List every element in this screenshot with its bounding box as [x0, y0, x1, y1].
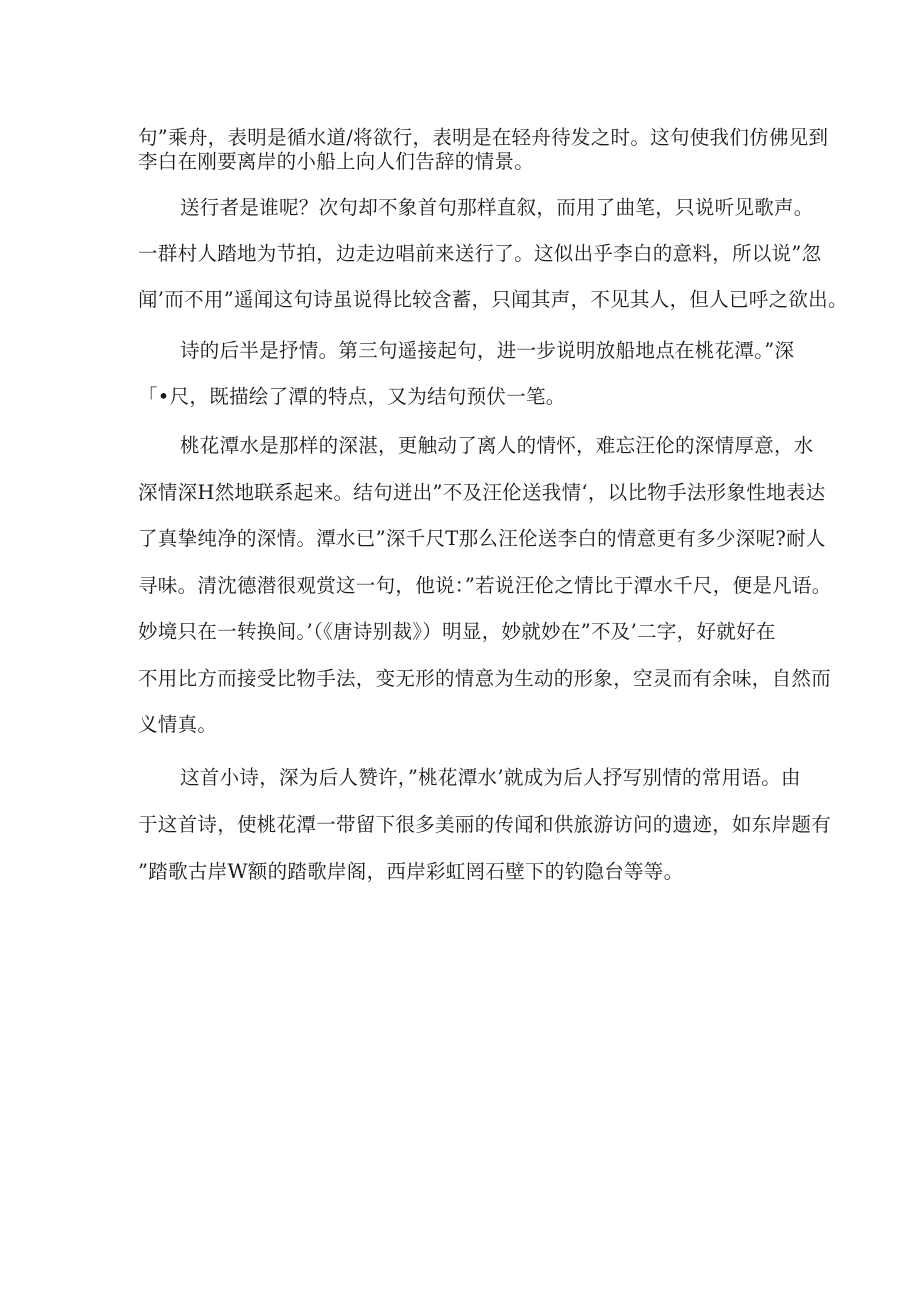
paragraph-5-line-2: 于这首诗，使桃花潭一带留下很多美丽的传闻和供旅游访问的遗迹，如东岸题有: [138, 813, 832, 836]
text-line-1: 句”乘舟，表明是循水道/将欲行，表明是在轻舟待发之时。这句使我们仿佛见到: [138, 126, 829, 149]
paragraph-4-line-6: 不用比方而接受比物手法，变无形的情意为生动的形象，空灵而有余味，自然而: [138, 667, 832, 690]
paragraph-3-line-1: 诗的后半是抒情。第三句遥接起句，进一步说明放船地点在桃花潭。”深: [180, 339, 795, 362]
paragraph-4-line-3: 了真挚纯净的深情。潭水已”深千尺T那么汪伦送李白的情意更有多少深呢?耐人: [138, 527, 826, 550]
paragraph-4-line-5: 妙境只在一转换间。’（《唐诗别裁》）明显，妙就妙在”不及’二字，好就好在: [138, 620, 776, 643]
paragraph-4-line-1: 桃花潭水是那样的深湛，更触动了离人的情怀，难忘汪伦的深情厚意，水: [180, 434, 814, 457]
text-line-2: 李白在刚要离岸的小船上向人们告辞的情景。: [138, 150, 535, 173]
paragraph-4-line-2: 深情深H然地联系起来。结句迸出”不及汪伦送我情‘，以比物手法形象性地表达: [138, 481, 826, 504]
paragraph-5-line-1: 这首小诗，深为后人赞许，”桃花潭水’就成为后人抒写别情的常用语。由: [180, 766, 801, 789]
paragraph-3-line-2: 「•尺，既描绘了潭的特点，又为结句预伏一笔。: [138, 385, 566, 408]
paragraph-5-line-3: ”踏歌古岸W额的踏歌岸阁，西岸彩虹罔石壁下的钓隐台等等。: [138, 860, 684, 883]
paragraph-2-line-1: 送行者是谁呢？次句却不象首句那样直叙，而用了曲笔，只说听见歌声。: [180, 196, 814, 219]
paragraph-2-line-2: 一群村人踏地为节拍，边走边唱前来送行了。这似出乎李白的意料，所以说”忽: [138, 242, 822, 265]
paragraph-4-line-4: 寻味。清沈德潜很观赏这一句，他说：”若说汪伦之情比于潭水千尺，便是凡语。: [138, 574, 832, 597]
paragraph-2-line-3: 闻’而不用”遥闻这句诗虽说得比较含蓄，只闻其声，不见其人，但人已呼之欲出。: [138, 288, 848, 311]
paragraph-4-line-7: 义情真。: [138, 713, 218, 736]
